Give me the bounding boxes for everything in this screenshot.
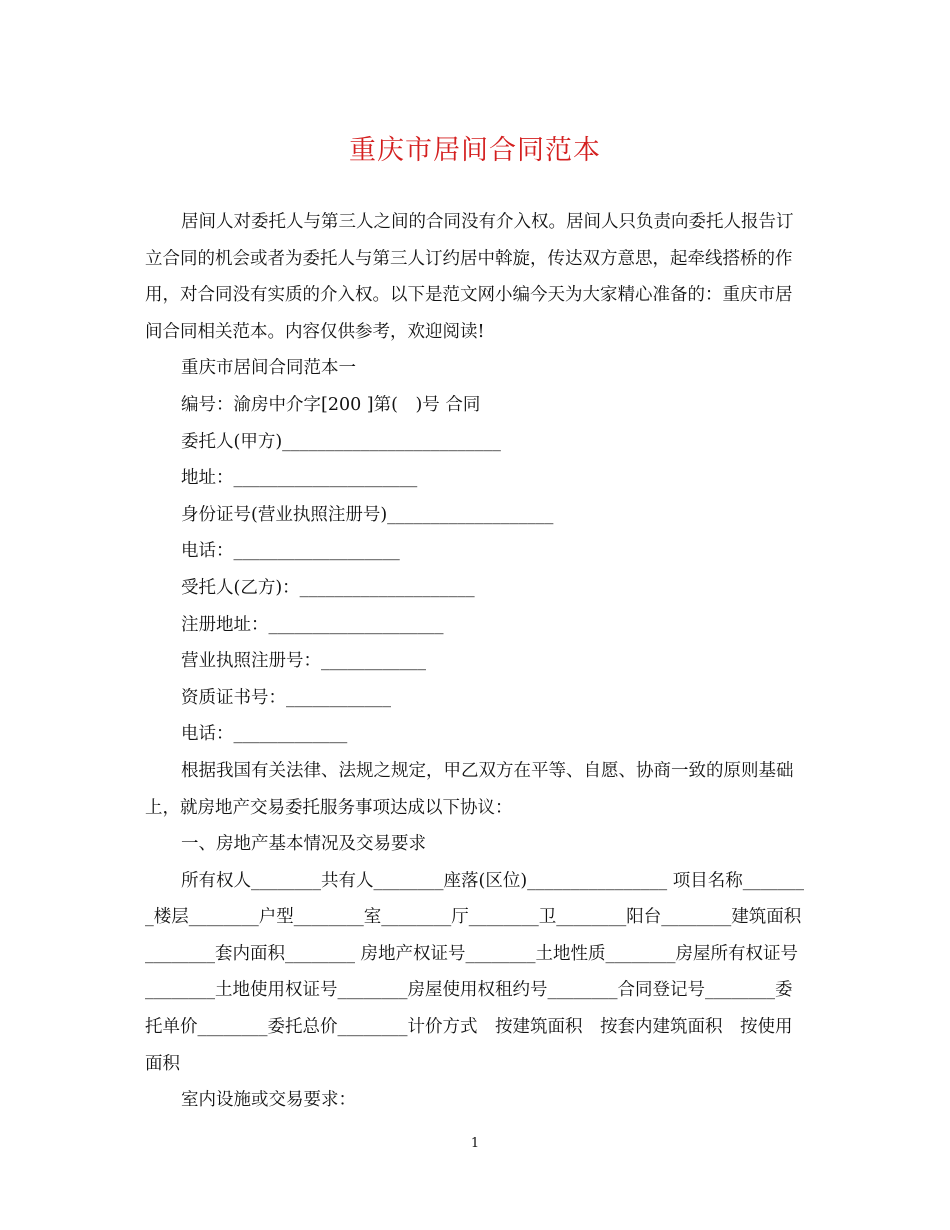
- id-number-line: 身份证号(营业执照注册号)___________________: [181, 504, 554, 525]
- contract-number-line: 编号：渝房中介字[200 ]第( )号 合同: [181, 394, 481, 415]
- registered-address-line: 注册地址：____________________: [181, 614, 444, 635]
- document-title: 重庆市居间合同范本: [349, 135, 601, 166]
- address-line: 地址：_____________________: [181, 468, 418, 489]
- agent-line: 受托人(乙方)：____________________: [181, 577, 475, 598]
- principal-line: 委托人(甲方)_________________________: [181, 431, 501, 452]
- qualification-line: 资质证书号：____________: [181, 687, 391, 708]
- page-number: 1: [470, 1136, 480, 1151]
- phone-line: 电话：___________________: [181, 541, 400, 562]
- section-one-heading: 一、房地产基本情况及交易要求: [181, 834, 426, 855]
- business-license-line: 营业执照注册号：____________: [181, 651, 426, 672]
- agreement-basis-paragraph: 根据我国有关法律、法规之规定，甲乙双方在平等、自愿、协商一致的原则基础上，就房地产交易委托服务事项达成以下协议：: [145, 760, 794, 818]
- property-details-paragraph: 所有权人________共有人________座落(区位)________________ 项目名称________楼层________户型________室________厅________卫________阳台________建筑面积________套内面积________ 房地产权证号________土地性质________房屋所有权证号________土地使用权证号________房屋使用权租约号________合同登记号________委托单价________委托总价________计价方式 按建筑面积 按套内建筑面积 按使用面积: [145, 870, 804, 1074]
- contract-heading: 重庆市居间合同范本一: [181, 358, 356, 379]
- agent-phone-line: 电话：_____________: [181, 724, 348, 745]
- document-body: [145, 204, 805, 1119]
- facilities-line: 室内设施或交易要求：: [181, 1090, 356, 1111]
- intro-paragraph: 居间人对委托人与第三人之间的合同没有介入权。居间人只负责向委托人报告订立合同的机会或者为委托人与第三人订约居中斡旋，传达双方意思，起牵线搭桥的作用，对合同没有实质的介入权。以下是范文网小编今天为大家精心准备的：重庆市居间合同相关范本。内容仅供参考，欢迎阅读!: [145, 212, 794, 342]
